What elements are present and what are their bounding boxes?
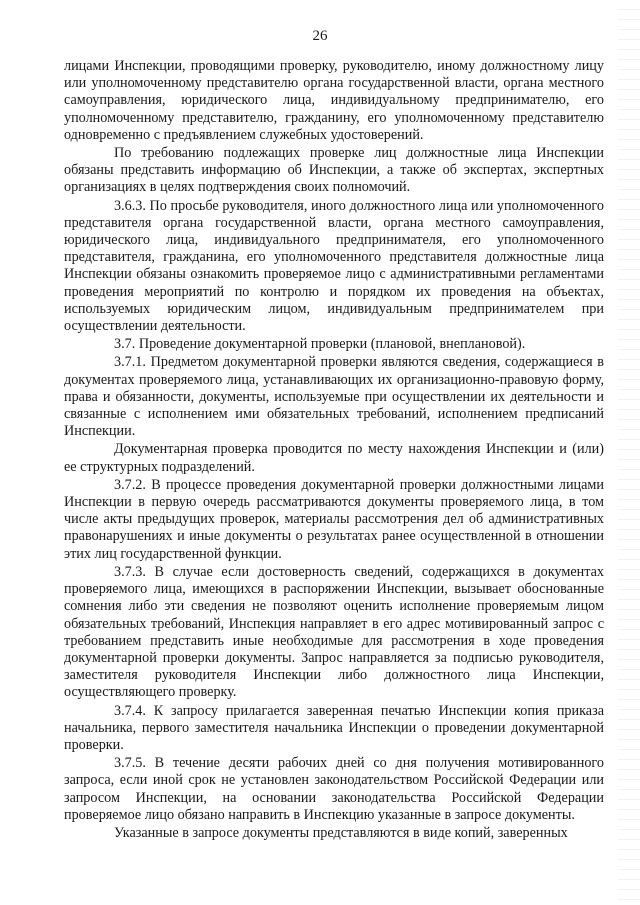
paragraph: лицами Инспекции, проводящими проверку, руководителю, иному должностному лицу или уполномоченному представителю органа государственной власти, органа местного самоуправления, юридического лица, индивидуальному предпринимателю, его уполномоченному представителю, гражданину, его уполномоченному представителю одновременно с предъявлением служебных удостоверений. (64, 58, 604, 143)
paragraph: 3.7.5. В течение десяти рабочих дней со дня получения мотивированного запроса, если иной срок не установлен законодательством Российской Федерации или запросом Инспекции, на основании законодательства Российской Федерации проверяемое лицо обязано направить в Инспекцию указанные в запросе документы. (64, 755, 604, 823)
paragraph: 3.7.3. В случае если достоверность сведений, содержащихся в документах проверяемого лица, имеющихся в распоряжении Инспекции, вызывает обоснованные сомнения либо эти сведения не позволяют оценить исполнение проверяемым лицом обязательных требований, Инспекция направляет в его адрес мотивированный запрос с требованием представить иные необходимые для рассмотрения в ходе проведения документарной проверки документы. Запрос направляется за подписью руководителя, заместителя руководителя Инспекции либо должностного лица Инспекции, осуществляющего проверку. (64, 563, 604, 701)
paragraph: Документарная проверка проводится по месту нахождения Инспекции и (или) ее структурных подразделений. (64, 441, 604, 475)
scan-edge-noise (618, 0, 640, 905)
section-heading: 3.7. Проведение документарной проверки (плановой, внеплановой). (114, 336, 526, 353)
paragraph: 3.6.3. По просьбе руководителя, иного должностного лица или уполномоченного представителя органа государственной власти, органа местного самоуправления, юридического лица, индивидуального предпринимателя, его уполномоченного представителя, гражданина, его уполномоченного представителя должностные лица Инспекции обязаны ознакомить проверяемое лицо с административными регламентами проведения мероприятий по контролю и порядком их проведения на объектах, используемых юридическим лицом, индивидуальным предпринимателем при осуществлении деятельности. (64, 197, 604, 335)
paragraph: 3.7.1. Предметом документарной проверки являются сведения, содержащиеся в документах проверяемого лица, устанавливающих их организационно-правовую форму, права и обязанности, документы, используемые при осуществлении их деятельности и связанные с исполнением ими обязательных требований, исполнением предписаний Инспекции. (64, 354, 604, 440)
paragraph: 3.7.4. К запросу прилагается заверенная печатью Инспекции копия приказа начальника, первого заместителя начальника Инспекции о проведении документарной проверки. (64, 702, 604, 753)
page-number: 26 (312, 28, 328, 44)
document-body (64, 58, 604, 842)
paragraph: Указанные в запросе документы представляются в виде копий, заверенных (114, 824, 568, 841)
paragraph: По требованию подлежащих проверке лиц должностные лица Инспекции обязаны представить информацию об Инспекции, а также об экспертах, экспертных организациях в целях подтверждения своих полномочий. (64, 145, 604, 196)
paragraph: 3.7.2. В процессе проведения документарной проверки должностными лицами Инспекции в первую очередь рассматриваются документы проверяемого лица, в том числе акты предыдущих проверок, материалы рассмотрения дел об административных правонарушениях и иные документы о результатах ранее осуществленной в отношении этих лиц государственной функции. (64, 476, 604, 562)
